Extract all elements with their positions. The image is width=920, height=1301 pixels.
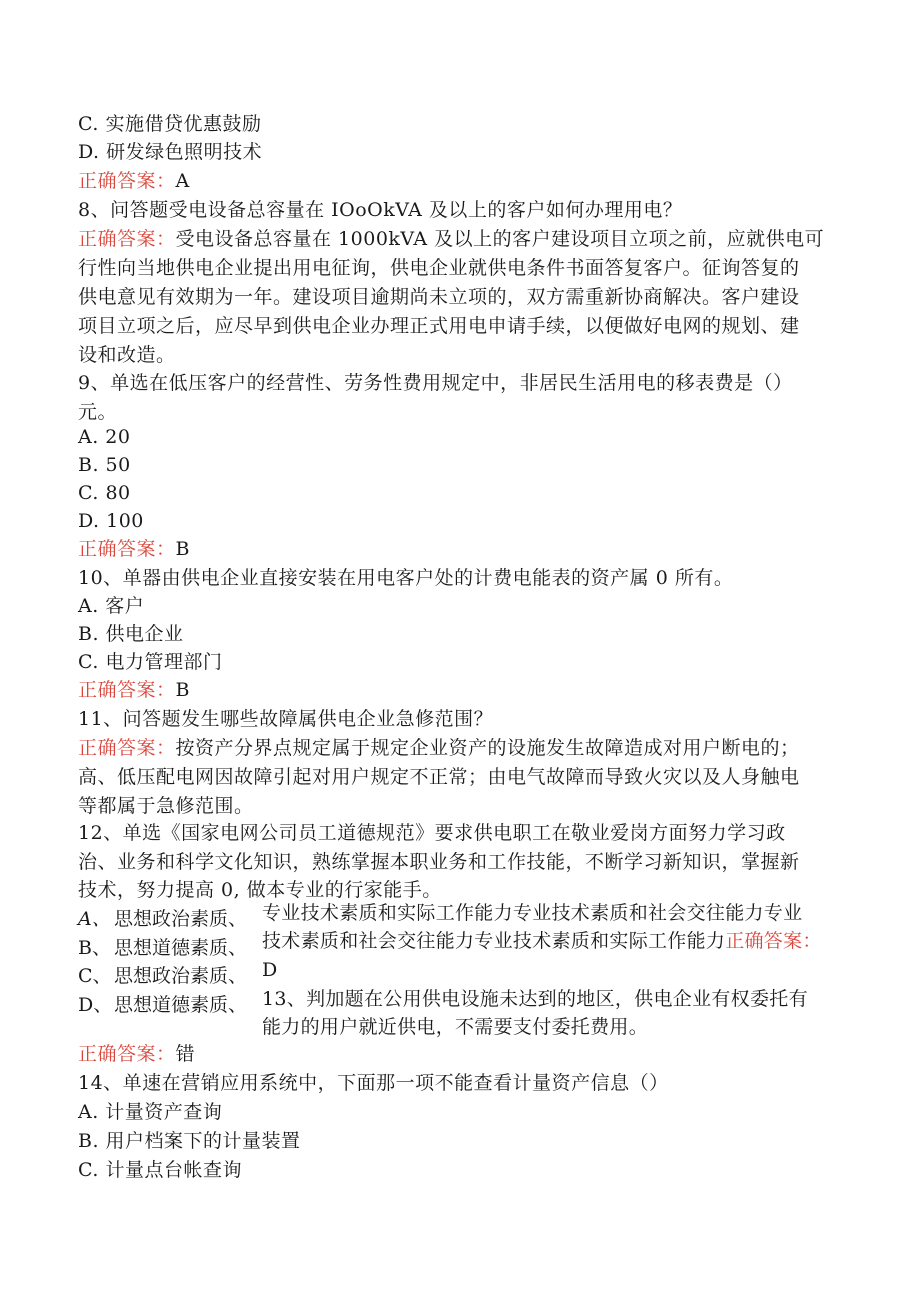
answer-value: B <box>175 679 190 701</box>
q9-answer <box>78 535 190 563</box>
q10-question: 10、单器由供电企业直接安装在用电客户处的计费电能表的资产属 0 所有。 <box>78 567 734 589</box>
q8-answer-line4: 项目立项之后，应尽早到供电企业办理正式用电申请手续，以便做好电网的规划、建 <box>78 315 800 337</box>
q10-option-b: B. 供电企业 <box>78 623 184 645</box>
q10-answer <box>78 676 190 704</box>
answer-label: 正确答案： <box>78 679 176 701</box>
answer-value: B <box>175 538 190 560</box>
option-text: 思想道德素质、 <box>114 937 248 959</box>
answer-label: 正确答案： <box>78 170 176 192</box>
q8-answer-line2: 行性向当地供电企业提出用电征询，供电企业就供电条件书面答复客户。征询答复的 <box>78 257 800 279</box>
q13-question-line1: 13、判加题在公用供电设施未达到的地区，供电企业有权委托有 <box>262 988 808 1010</box>
q10-option-a: A. 客户 <box>78 595 145 617</box>
q13-answer <box>78 1040 195 1068</box>
q11-answer-line1 <box>78 734 800 762</box>
q8-question: 8、问答题受电设备总容量在 IOoOkVA 及以上的客户如何办理用电？ <box>78 199 683 221</box>
answer-label: 正确答案： <box>725 930 822 952</box>
q12-option-d <box>78 991 253 1019</box>
option-letter: C、 <box>78 965 112 987</box>
q9-question-line1: 9、单选在低压客户的经营性、劳务性费用规定中，非居民生活用电的移表费是（） <box>78 372 793 394</box>
q9-option-a: A. 20 <box>78 426 131 448</box>
answer-label: 正确答案： <box>78 737 176 759</box>
q12-option-c <box>78 962 253 990</box>
q14-option-c: C. 计量点台帐查询 <box>78 1159 242 1181</box>
q14-option-b: B. 用户档案下的计量装置 <box>78 1130 301 1152</box>
option-text: 思想道德素质、 <box>114 994 248 1016</box>
q11-question: 11、问答题发生哪些故障属供电企业急修范围？ <box>78 708 494 730</box>
q11-answer-line2: 高、低压配电网因故障引起对用户规定不正常；由电气故障而导致火灾以及人身触电 <box>78 766 800 788</box>
q12-option-a <box>78 905 253 933</box>
q12-question-line1: 12、单选《国家电网公司员工道德规范》要求供电职工在敬业爱岗方面努力学习政 <box>78 822 786 844</box>
answer-label: 正确答案： <box>78 538 176 560</box>
option-text: 思想政治素质、 <box>114 908 248 930</box>
option-letter: A、 <box>78 908 111 930</box>
q9-option-d: D. 100 <box>78 510 144 532</box>
q14-option-a: A. 计量资产查询 <box>78 1101 223 1123</box>
q12-options-continued-line1: 专业技术素质和实际工作能力专业技术素质和社会交往能力专业 <box>262 902 803 924</box>
answer-text: 受电设备总容量在 1000kVA 及以上的客户建设项目立项之前，应就供电可 <box>175 228 825 250</box>
q10-option-c: C. 电力管理部门 <box>78 651 223 673</box>
option-text: 技术素质和社会交往能力专业技术素质和实际工作能力 <box>262 930 726 952</box>
answer-label: 正确答案： <box>78 1043 176 1065</box>
q9-option-c: C. 80 <box>78 482 131 504</box>
q7-option-c: C. 实施借贷优惠鼓励 <box>78 113 262 135</box>
q14-question: 14、单速在营销应用系统中，下面那一项不能查看计量资产信息（） <box>78 1072 669 1094</box>
q13-question-line2: 能力的用户就近供电，不需要支付委托费用。 <box>262 1016 649 1038</box>
option-letter: D、 <box>78 994 113 1016</box>
q12-options-continued-line2 <box>262 926 822 956</box>
q9-option-b: B. 50 <box>78 454 131 476</box>
q12-answer-value: D <box>262 959 278 981</box>
option-letter: B、 <box>78 937 111 959</box>
answer-text: 按资产分界点规定属于规定企业资产的设施发生故障造成对用户断电的； <box>175 737 800 759</box>
q11-answer-line3: 等都属于急修范围。 <box>78 795 254 817</box>
q12-question-line2: 治、业务和科学文化知识，熟练掌握本职业务和工作技能，不断学习新知识，掌握新 <box>78 851 800 873</box>
q8-answer-line3: 供电意见有效期为一年。建设项目逾期尚未立项的，双方需重新协商解决。客户建设 <box>78 286 800 308</box>
q8-answer-line5: 设和改造。 <box>78 344 176 366</box>
q7-answer <box>78 167 190 195</box>
answer-value: 错 <box>175 1043 196 1065</box>
option-text: 思想政治素质、 <box>114 965 248 987</box>
q9-question-line2: 元。 <box>78 401 118 423</box>
q8-answer-line1 <box>78 225 824 253</box>
answer-value: A <box>175 170 190 192</box>
q12-question-line3: 技术，努力提高 0, 做本专业的行家能手。 <box>78 879 442 901</box>
q12-option-b <box>78 934 253 962</box>
answer-label: 正确答案： <box>78 228 176 250</box>
q7-option-d: D. 研发绿色照明技术 <box>78 141 263 163</box>
